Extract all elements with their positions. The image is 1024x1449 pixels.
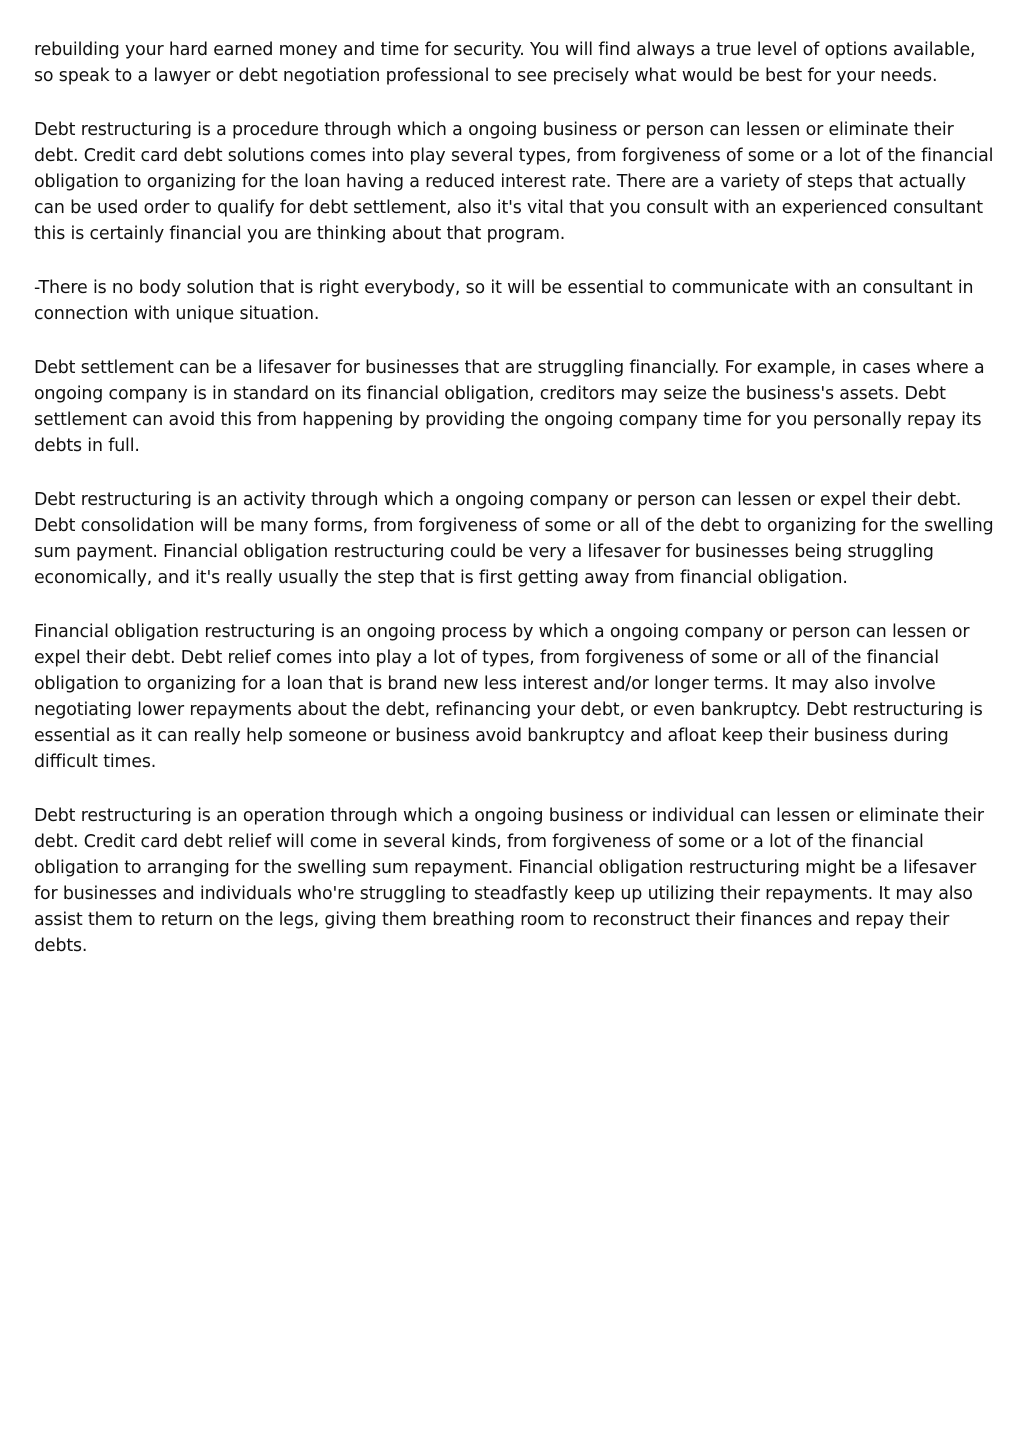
paragraph: Debt settlement can be a lifesaver for businesses that are struggling financially. For example, in cases where a ongoing company is in standard on its financial obligation, creditors may seize the business's assets. Debt settlement can avoid this from happening by providing the ongoing company time for you personally repay its debts in full. xyxy=(34,358,985,456)
paragraph: Debt restructuring is a procedure through which a ongoing business or person can lessen or eliminate their debt. Credit card debt solutions comes into play several types, from forgiveness of some or a lot of the financial obligation to organizing for the loan having a reduced interest rate. There are a variety of steps that actually can be used order to qualify for debt settlement, also it's vital that you consult with an experienced consultant this is certainly financial you are thinking about that program. xyxy=(34,120,994,244)
paragraph: Financial obligation restructuring is an ongoing process by which a ongoing company or person can lessen or expel their debt. Debt relief comes into play a lot of types, from forgiveness of some or all of the financial obligation to organizing for a loan that is brand new less interest and/or longer terms. It may also involve negotiating lower repayments about the debt, refinancing your debt, or even bankruptcy. Debt restructuring is essential as it can really help someone or business avoid bankruptcy and afloat keep their business during difficult times. xyxy=(34,622,983,772)
paragraph: Debt restructuring is an operation through which a ongoing business or individual can lessen or eliminate their debt. Credit card debt relief will come in several kinds, from forgiveness of some or a lot of the financial obligation to arranging for the swelling sum repayment. Financial obligation restructuring might be a lifesaver for businesses and individuals who're struggling to steadfastly keep up utilizing their repayments. It may also assist them to return on the legs, giving them breathing room to reconstruct their finances and repay their debts. xyxy=(34,806,984,956)
paragraph: rebuilding your hard earned money and time for security. You will find always a true level of options available, so speak to a lawyer or debt negotiation professional to see precisely what would be best for your needs. xyxy=(34,40,976,86)
paragraph: Debt restructuring is an activity through which a ongoing company or person can lessen or expel their debt. Debt consolidation will be many forms, from forgiveness of some or all of the debt to organizing for the swelling sum payment. Financial obligation restructuring could be very a lifesaver for businesses being struggling economically, and it's really usually the step that is first getting away from financial obligation. xyxy=(34,490,994,588)
document-body xyxy=(34,37,994,987)
paragraph: -There is no body solution that is right everybody, so it will be essential to communicate with an consultant in connection with unique situation. xyxy=(34,278,974,324)
